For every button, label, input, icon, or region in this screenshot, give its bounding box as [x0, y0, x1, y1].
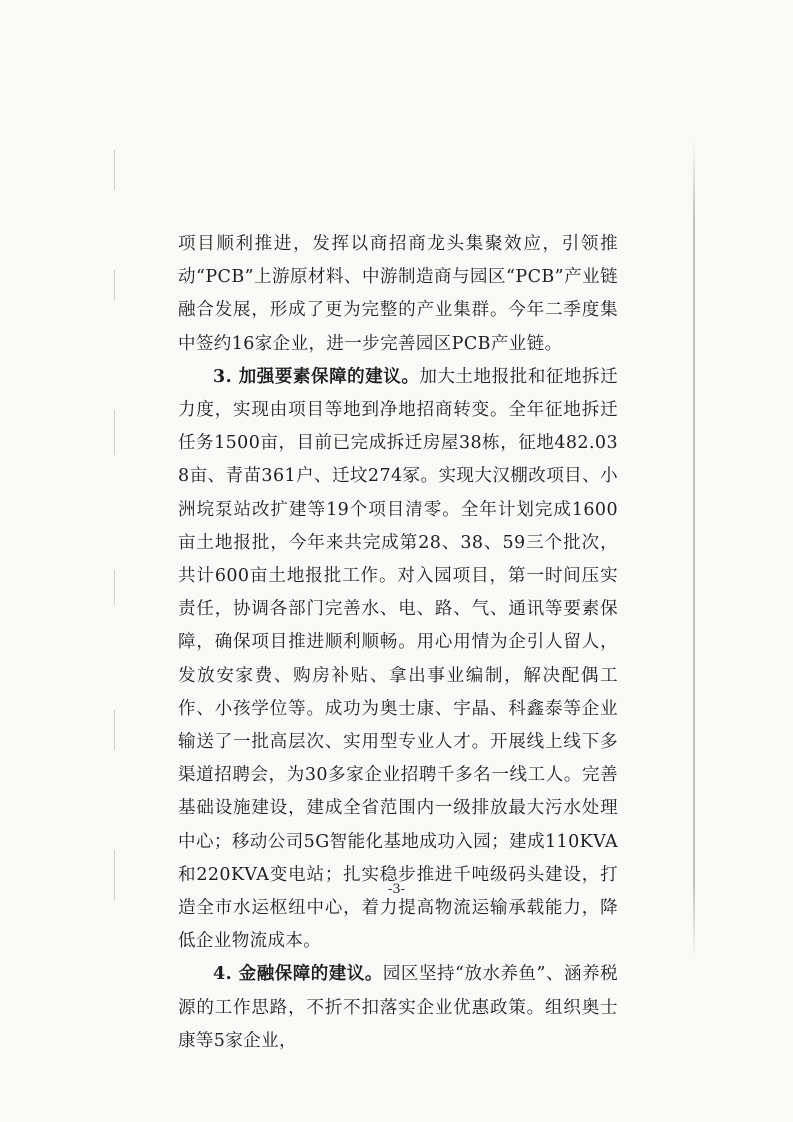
paragraph-heading: 4. 金融保障的建议。	[213, 964, 383, 985]
page-number: -3-	[387, 882, 406, 897]
paragraph-heading: 3. 加强要素保障的建议。	[213, 366, 420, 387]
paragraph-pcb-industry-chain	[178, 228, 618, 361]
scan-margin-marks	[114, 150, 120, 930]
document-body	[178, 228, 618, 1058]
scan-edge-line	[693, 140, 695, 960]
paragraph-text: 园区坚持“放水养鱼”、涵养税源的工作思路，不折不扣落实企业优惠政策。组织奥士康等5家企业，	[178, 964, 618, 1051]
paragraph-text: 加大土地报批和征地拆迁力度，实现由项目等地到净地招商转变。全年征地拆迁任务1500亩，目前已完成拆迁房屋38栋，征地482.038亩、青苗361户、迁坟274冢。实现大汉棚改项目、小洲垸泵站改扩建等19个项目清零。全年计划完成1600亩土地报批，今年来共完成第28、38、59三个批次，共计600亩土地报批工作。对入园项目，第一时间压实责任，协调各部门完善水、电、路、气、通讯等要素保障，确保项目推进顺利顺畅。用心用情为企引人留人，发放安家费、购房补贴、拿出事业编制，解决配偶工作、小孩学位等。成功为奥士康、宇晶、科鑫泰等企业输送了一批高层次、实用型专业人才。开展线上线下多渠道招聘会，为30多家企业招聘千多名一线工人。完善基础设施建设，建成全省范围内一级排放最大污水处理中心；移动公司5G智能化基地成功入园；建成110KVA和220KVA变电站；扎实稳步推进千吨级码头建设，打造全市水运枢纽中心，着力提高物流运输承载能力，降低企业物流成本。	[178, 366, 619, 952]
paragraph-financial-guarantee	[178, 958, 618, 1058]
paragraph-text: 项目顺利推进，发挥以商招商龙头集聚效应，引领推动“PCB”上游原材料、中游制造商与园区“PCB”产业链融合发展，形成了更为完整的产业集群。今年二季度集中签约16家企业，进一步完善园区PCB产业链。	[178, 234, 618, 354]
paragraph-factor-guarantee	[178, 361, 618, 959]
